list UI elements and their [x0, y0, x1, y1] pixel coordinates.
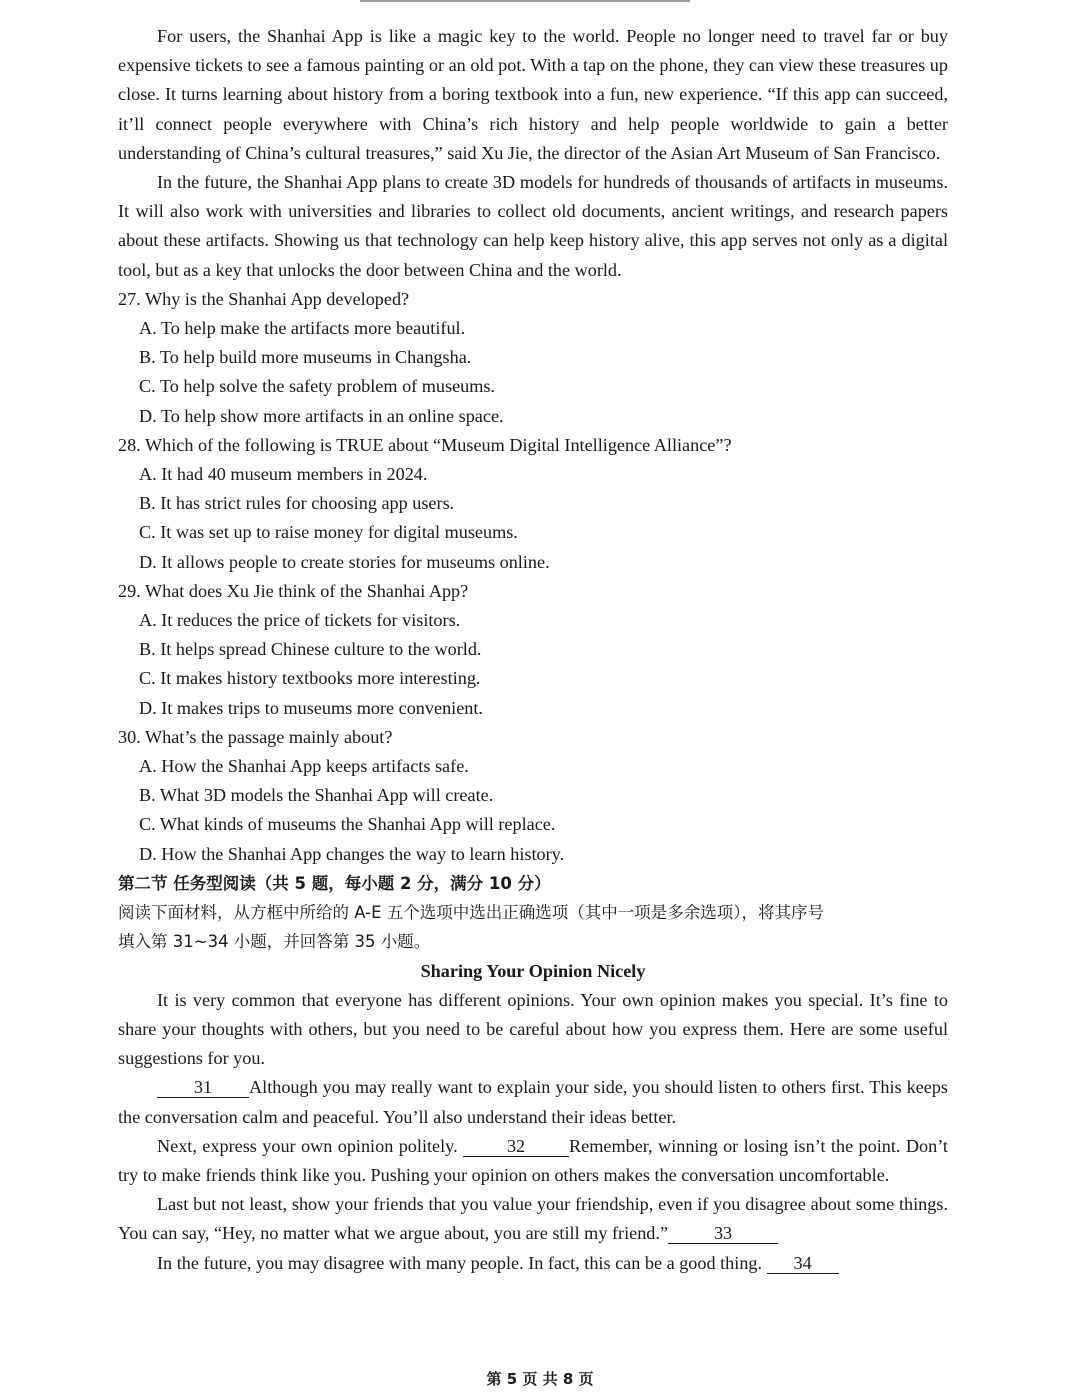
option-b: B. It helps spread Chinese culture to the world.: [139, 639, 482, 660]
paragraph-text: Last but not least, show your friends that you value your friendship, even if you disagree about some things. You can say, “Hey, no matter what we argue about, you are still my friend.”: [118, 1194, 948, 1244]
passage-paragraph-2: In the future, the Shanhai App plans to create 3D models for hundreds of thousands of artifacts in museums. It will also work with universities and libraries to collect old documents, ancient writings, and research papers about these artifacts. Showing us that technology can help keep history alive, this app serves not only as a digital tool, but as a key that unlocks the door between China and the world.: [118, 172, 948, 280]
article-paragraph-4: [118, 1190, 948, 1248]
question-29: [118, 577, 948, 723]
question-stem: 29. What does Xu Jie think of the Shanhai App?: [118, 580, 469, 601]
option-d: D. To help show more artifacts in an online space.: [139, 405, 504, 426]
option-a: A. How the Shanhai App keeps artifacts safe.: [139, 756, 469, 777]
article-paragraph-3: [118, 1132, 948, 1190]
passage-paragraph-1: For users, the Shanhai App is like a magic key to the world. People no longer need to travel far or buy expensive tickets to see a famous painting or an old pot. With a tap on the phone, they can view these treasures up close. It turns learning about history from a boring textbook into a fun, new experience. “If this app can succeed, it’ll connect people everywhere with China’s rich history and help people worldwide to gain a better understanding of China’s cultural treasures,” said Xu Jie, the director of the Asian Art Museum of San Francisco.: [118, 26, 948, 163]
option-b: B. It has strict rules for choosing app users.: [139, 493, 455, 514]
question-stem: 27. Why is the Shanhai App developed?: [118, 288, 410, 309]
section-heading: 第二节 任务型阅读（共 5 题，每小题 2 分，满分 10 分）: [118, 873, 551, 893]
question-stem: 28. Which of the following is TRUE about “Museum Digital Intelligence Alliance”?: [118, 434, 732, 455]
option-c: C. It was set up to raise money for digital museums.: [139, 522, 518, 543]
option-d: D. It makes trips to museums more convenient.: [139, 697, 483, 718]
article-paragraph-1: It is very common that everyone has different opinions. Your own opinion makes you special. It’s fine to share your thoughts with others, but you need to be careful about how you express them. Here are some useful suggestions for you.: [118, 989, 948, 1069]
paragraph-text: In the future, you may disagree with many people. In fact, this can be a good thing.: [157, 1252, 767, 1273]
blank-32[interactable]: 32: [463, 1136, 569, 1157]
section-instruction-line-1: 阅读下面材料，从方框中所给的 A-E 五个选项中选出正确选项（其中一项是多余选项），将其序号: [118, 903, 825, 923]
option-a: A. It reduces the price of tickets for visitors.: [139, 610, 461, 631]
blank-34[interactable]: 34: [767, 1253, 839, 1274]
paragraph-text: Remember, winning or losing isn’t the point. Don’t try to make friends think like you. Pushing your opinion on others makes the conversation uncomfortable.: [118, 1135, 948, 1185]
paragraph-text: Although you may really want to explain your side, you should listen to others first. This keeps the conversation calm and peaceful. You’ll also understand their ideas better.: [118, 1077, 948, 1127]
article-title: Sharing Your Opinion Nicely: [420, 960, 646, 981]
option-a: A. It had 40 museum members in 2024.: [139, 464, 428, 485]
blank-31[interactable]: 31: [157, 1077, 249, 1098]
page-number: 第 5 页 共 8 页: [486, 1370, 594, 1388]
option-b: B. What 3D models the Shanhai App will create.: [139, 785, 494, 806]
option-c: C. It makes history textbooks more interesting.: [139, 668, 481, 689]
question-27: [118, 285, 948, 431]
article-paragraph-2: [118, 1073, 948, 1131]
blank-33[interactable]: 33: [668, 1223, 778, 1244]
question-30: [118, 723, 948, 869]
paragraph-text: Next, express your own opinion politely.: [157, 1135, 464, 1156]
option-b: B. To help build more museums in Changsha.: [139, 347, 472, 368]
section-instruction-line-2: 填入第 31~34 小题，并回答第 35 小题。: [118, 932, 431, 952]
question-28: [118, 431, 948, 577]
option-d: D. How the Shanhai App changes the way to learn history.: [139, 843, 565, 864]
exam-page-body: [118, 22, 948, 1278]
option-c: C. To help solve the safety problem of museums.: [139, 376, 496, 397]
question-stem: 30. What’s the passage mainly about?: [118, 726, 393, 747]
cropped-header-line: [360, 0, 690, 2]
option-a: A. To help make the artifacts more beautiful.: [139, 318, 466, 339]
option-c: C. What kinds of museums the Shanhai App will replace.: [139, 814, 556, 835]
article-paragraph-5: [118, 1249, 948, 1278]
option-d: D. It allows people to create stories for museums online.: [139, 551, 550, 572]
